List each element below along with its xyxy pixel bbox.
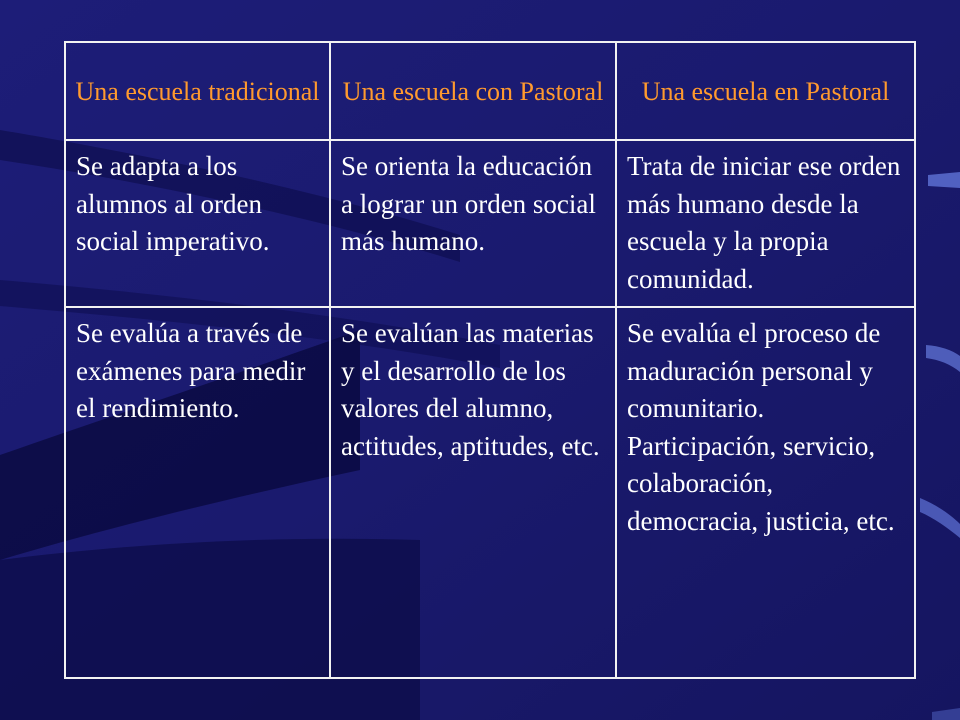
table-header-row <box>65 42 915 140</box>
header-cell-tradicional: Una escuela tradicional <box>65 42 330 140</box>
table-cell: Se orienta la educación a lograr un orden social más humano. <box>330 140 616 307</box>
header-cell-con-pastoral: Una escuela con Pastoral <box>330 42 616 140</box>
table-cell: Se evalúa a través de exámenes para medir el rendimiento. <box>65 307 330 678</box>
table-cell: Trata de iniciar ese orden más humano desde la escuela y la propia comunidad. <box>616 140 915 307</box>
table-cell: Se evalúan las materias y el desarrollo de los valores del alumno, actitudes, aptitudes, etc. <box>330 307 616 678</box>
table-cell: Se adapta a los alumnos al orden social imperativo. <box>65 140 330 307</box>
header-cell-en-pastoral: Una escuela en Pastoral <box>616 42 915 140</box>
comparison-table <box>64 41 916 679</box>
table-row <box>65 307 915 678</box>
table-cell: Se evalúa el proceso de maduración personal y comunitario. Participación, servicio, colaboración, democracia, justicia, etc. <box>616 307 915 678</box>
table-row <box>65 140 915 307</box>
